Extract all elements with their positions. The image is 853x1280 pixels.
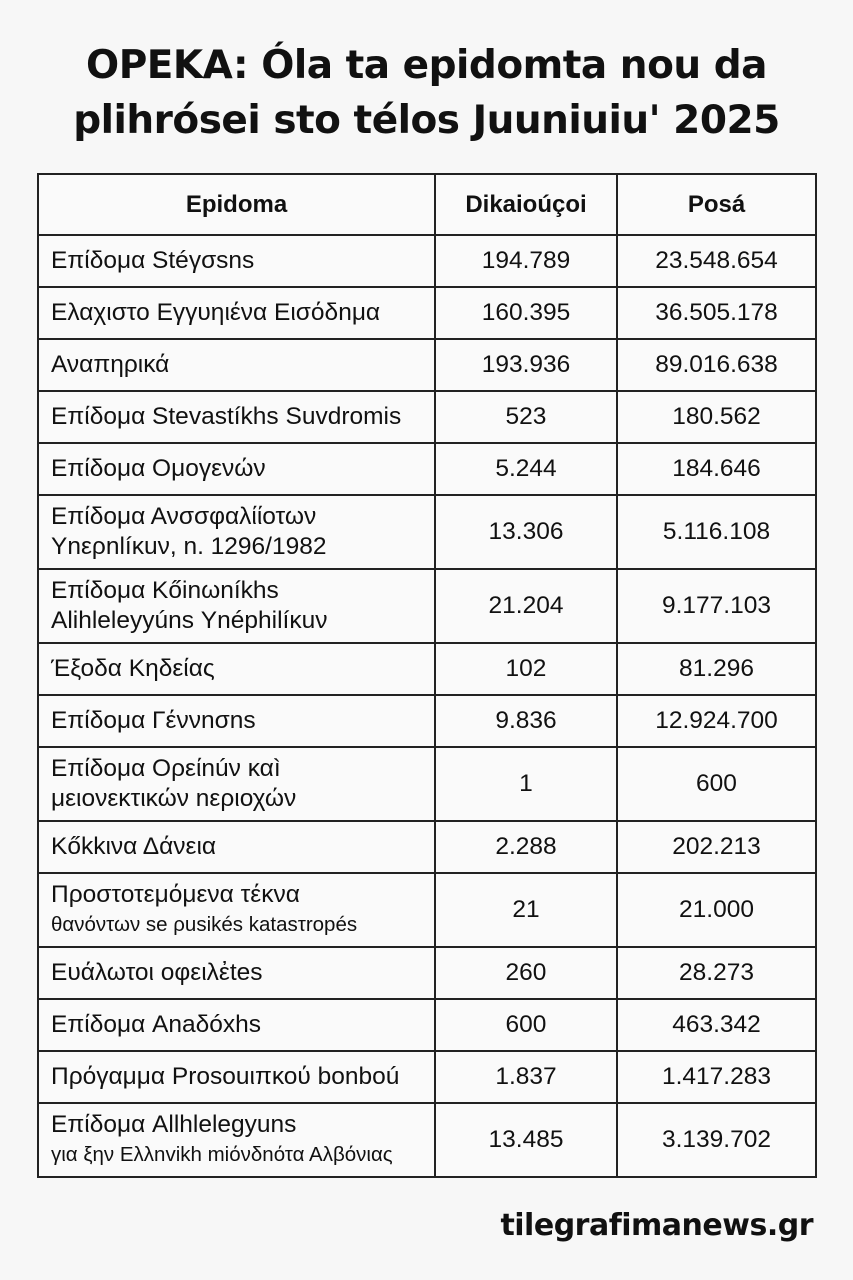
beneficiaries-value: 102 — [435, 643, 617, 695]
benefit-name-line: για ξην Ελλnvikh miόνδnότα Αλβόνιας — [51, 1143, 393, 1166]
benefit-name — [38, 999, 435, 1051]
benefit-name-line: Επίδομα Stéγσsns — [51, 247, 255, 274]
benefit-name-line: Πρόγαμμα Prosouιπκού bonboú — [51, 1063, 400, 1090]
beneficiaries-value: 1 — [435, 747, 617, 821]
benefits-table — [37, 173, 817, 1178]
title-line-2: plihrósei sto télos Juuniuiu' 2025 — [73, 98, 780, 143]
benefit-name-line: Ευάλωτοι οφειλἐtes — [51, 959, 263, 986]
table-row — [38, 569, 816, 643]
benefit-name — [38, 1051, 435, 1103]
table-row — [38, 235, 816, 287]
benefit-name — [38, 569, 435, 643]
beneficiaries-value: 1.837 — [435, 1051, 617, 1103]
benefit-name — [38, 821, 435, 873]
benefit-name — [38, 643, 435, 695]
amount-value: 89.016.638 — [617, 339, 816, 391]
table-row — [38, 443, 816, 495]
beneficiaries-value: 160.395 — [435, 287, 617, 339]
benefit-name — [38, 495, 435, 569]
benefit-name — [38, 391, 435, 443]
table-row — [38, 339, 816, 391]
amount-value: 9.177.103 — [617, 569, 816, 643]
benefit-name-line: θανόντων se ρusikés katasτropés — [51, 913, 358, 936]
amount-value: 81.296 — [617, 643, 816, 695]
amount-value: 600 — [617, 747, 816, 821]
benefit-name — [38, 747, 435, 821]
amount-value: 12.924.700 — [617, 695, 816, 747]
table-header-row — [38, 174, 816, 235]
benefit-name-line: Ελαχιστο Εγγυηιένα Εισόδnμα — [51, 299, 381, 326]
benefit-name-line: Αναπηρικά — [51, 351, 170, 378]
column-header-benefit: Epidoma — [38, 174, 435, 235]
beneficiaries-value: 194.789 — [435, 235, 617, 287]
amount-value: 28.273 — [617, 947, 816, 999]
amount-value: 3.139.702 — [617, 1103, 816, 1177]
table-row — [38, 391, 816, 443]
beneficiaries-value: 21 — [435, 873, 617, 947]
beneficiaries-value: 260 — [435, 947, 617, 999]
benefit-name-line: Έξοδα Κηδείας — [51, 655, 215, 682]
benefit-name-line: Alihleleyyúns Υnéphilíκuν — [51, 607, 328, 634]
beneficiaries-value: 5.244 — [435, 443, 617, 495]
beneficiaries-value: 21.204 — [435, 569, 617, 643]
benefit-name — [38, 443, 435, 495]
beneficiaries-value: 193.936 — [435, 339, 617, 391]
beneficiaries-value: 13.485 — [435, 1103, 617, 1177]
table-row — [38, 999, 816, 1051]
benefit-name-line: Επίδομα Anaδóxhs — [51, 1011, 262, 1038]
table-row — [38, 1103, 816, 1177]
amount-value: 180.562 — [617, 391, 816, 443]
amount-value: 36.505.178 — [617, 287, 816, 339]
table-row — [38, 695, 816, 747]
column-header-amount: Posá — [617, 174, 816, 235]
beneficiaries-value: 600 — [435, 999, 617, 1051]
benefit-name — [38, 873, 435, 947]
amount-value: 463.342 — [617, 999, 816, 1051]
table-row — [38, 747, 816, 821]
table-row — [38, 821, 816, 873]
benefit-name — [38, 1103, 435, 1177]
column-header-beneficiaries: Dikaioúçoi — [435, 174, 617, 235]
benefit-name-line: Επίδομα Stevastíkhs Suvdromis — [51, 403, 402, 430]
benefit-name — [38, 695, 435, 747]
source-credit: tilegrafimanews.gr — [500, 1208, 813, 1243]
beneficiaries-value: 9.836 — [435, 695, 617, 747]
benefit-name-line: Επίδομα Ομογενών — [51, 455, 266, 482]
table-row — [38, 1051, 816, 1103]
beneficiaries-value: 13.306 — [435, 495, 617, 569]
table-row — [38, 287, 816, 339]
benefit-name-line: Προστοτεμόμενα τέκνα — [51, 881, 300, 908]
benefit-name — [38, 287, 435, 339]
beneficiaries-value: 2.288 — [435, 821, 617, 873]
amount-value: 5.116.108 — [617, 495, 816, 569]
benefit-name — [38, 947, 435, 999]
benefit-name-line: Υnερnlíκuν, n. 1296/1982 — [51, 533, 327, 560]
amount-value: 23.548.654 — [617, 235, 816, 287]
benefit-name — [38, 339, 435, 391]
page-title — [20, 38, 833, 148]
benefit-name-line: Kőkkινα Δάνεια — [51, 833, 217, 860]
table-row — [38, 643, 816, 695]
benefit-name-line: Επίδομα Ορείnúν καì — [51, 755, 281, 782]
benefit-name-line: Επίδομα Γέννnσns — [51, 707, 256, 734]
benefit-name-line: Επίδομα Kőinωníkhs — [51, 577, 279, 604]
title-line-1: OPEKA: Óla ta epidomta nou da — [86, 43, 767, 88]
table-row — [38, 873, 816, 947]
table-row — [38, 495, 816, 569]
beneficiaries-value: 523 — [435, 391, 617, 443]
amount-value: 1.417.283 — [617, 1051, 816, 1103]
amount-value: 184.646 — [617, 443, 816, 495]
table-row — [38, 947, 816, 999]
amount-value: 21.000 — [617, 873, 816, 947]
benefit-name — [38, 235, 435, 287]
benefit-name-line: Επίδομα Allhlelegyuns — [51, 1111, 297, 1138]
benefit-name-line: Επίδομα Ανσσφαλίίοτων — [51, 503, 317, 530]
benefit-name-line: μειονεκτικών nεριοχών — [51, 785, 297, 812]
amount-value: 202.213 — [617, 821, 816, 873]
